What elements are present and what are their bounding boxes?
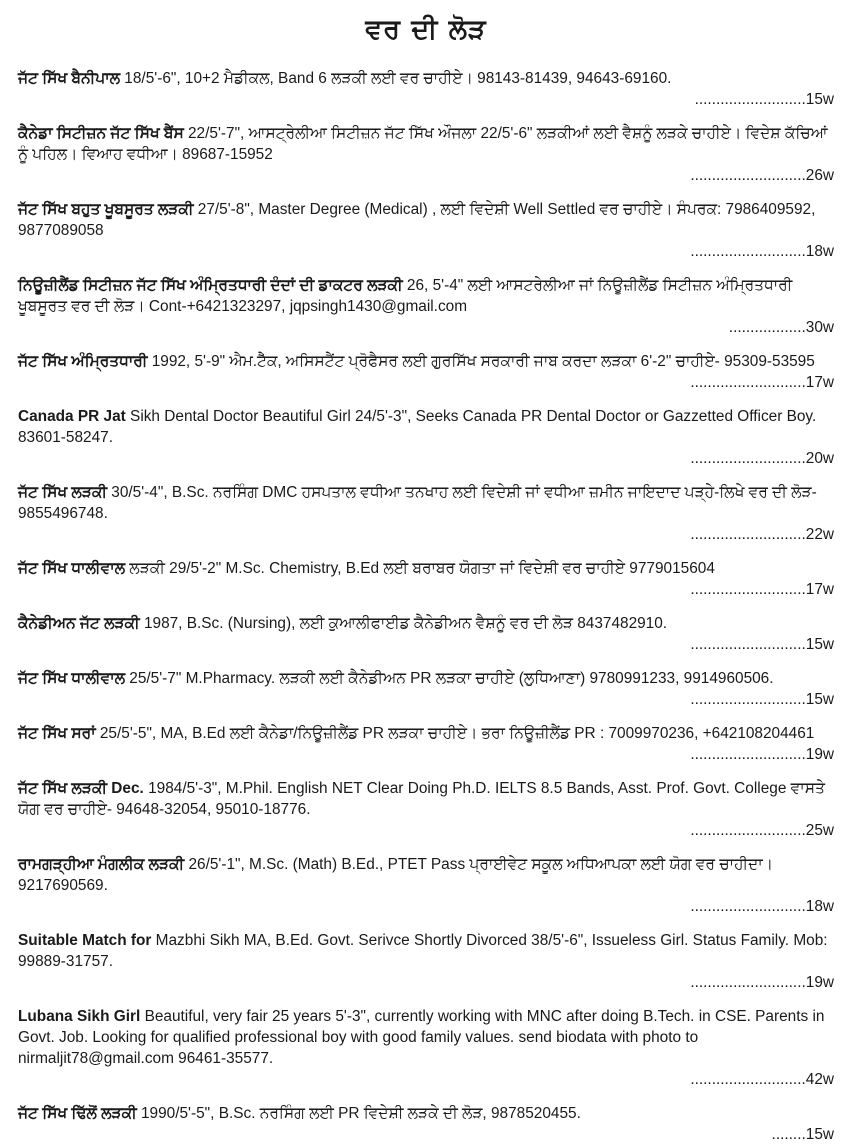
ad-lead: ਜੱਟ ਸਿੱਖ ਬਹੁਤ ਖੂਬਸੂਰਤ ਲੜਕੀ: [18, 201, 194, 218]
ad-text: [18, 351, 834, 372]
ad-entry: [18, 558, 834, 600]
word-count: ..................30w: [728, 319, 834, 336]
ad-body: 25/5'-7" M.Pharmacy. ਲੜਕੀ ਲਈ ਕੈਨੇਡੀਅਨ PR ਲੜਕਾ ਚਾਹੀਏ (ਲੁਧਿਆਣਾ) 9780991233, 9914960506.: [125, 670, 774, 687]
ad-body: 26/5'-1", M.Sc. (Math) B.Ed., PTET Pass ਪ੍ਰਾਈਵੇਟ ਸਕੂਲ ਅਧਿਆਪਕਾ ਲਈ ਯੋਗ ਵਰ ਚਾਹੀਦਾ। 9217690569.: [18, 856, 774, 894]
ad-entry: [18, 854, 834, 917]
word-count: ...........................20w: [690, 450, 834, 467]
ad-body: 25/5'-5", MA, B.Ed ਲਈ ਕੈਨੇਡਾ/ਨਿਊਜ਼ੀਲੈਂਡ PR ਲੜਕਾ ਚਾਹੀਏ। ਭਰਾ ਨਿਊਜ਼ੀਲੈਂਡ PR : 7009970236, +642108204461: [95, 725, 815, 742]
ad-lead: ਜੱਟ ਸਿੱਖ ਧਾਲੀਵਾਲ: [18, 560, 126, 577]
ad-text: [18, 930, 834, 972]
ad-text: [18, 613, 834, 634]
ad-lead: ਰਾਮਗੜ੍ਹੀਆ ਮੰਗਲੀਕ ਲੜਕੀ: [18, 856, 185, 873]
page-title: ਵਰ ਦੀ ਲੋੜ: [365, 14, 487, 45]
ad-text: [18, 668, 834, 689]
ad-body: Mazbhi Sikh MA, B.Ed. Govt. Serivce Shortly Divorced 38/5'-6", Issueless Girl. Status Family. Mob: 99889-31757.: [18, 932, 828, 970]
word-count: ..........................15w: [694, 91, 834, 108]
ad-lead: ਕੈਨੇਡੀਅਨ ਜੱਟ ਲੜਕੀ: [18, 615, 140, 632]
ad-entry: [18, 930, 834, 993]
ad-lead: Lubana Sikh Girl: [18, 1008, 141, 1025]
ad-text: [18, 123, 834, 165]
ad-lead: ਨਿਊਜ਼ੀਲੈਂਡ ਸਿਟੀਜ਼ਨ ਜੱਟ ਸਿੱਖ ਅੰਮ੍ਰਿਤਧਾਰੀ ਦੰਦਾਂ ਦੀ ਡਾਕਟਰ ਲੜਕੀ: [18, 277, 403, 294]
word-count: ...........................19w: [690, 974, 834, 991]
ad-text: [18, 778, 834, 820]
ad-lead: Canada PR Jat: [18, 408, 126, 425]
ad-text: [18, 1103, 834, 1124]
word-count: ...........................17w: [690, 374, 834, 391]
ad-body: ਲੜਕੀ 29/5'-2" M.Sc. Chemistry, B.Ed ਲਈ ਬਰਾਬਰ ਯੋਗਤਾ ਜਾਂ ਵਿਦੇਸ਼ੀ ਵਰ ਚਾਹੀਏ 9779015604: [125, 560, 715, 577]
ad-text: [18, 1006, 834, 1069]
word-count: ...........................18w: [690, 898, 834, 915]
ad-lead: ਜੱਟ ਸਿੱਖ ਲੜਕੀ: [18, 484, 108, 501]
word-count: ........15w: [771, 1126, 834, 1143]
ad-entry: [18, 351, 834, 393]
word-count: ...........................42w: [690, 1071, 834, 1088]
ad-entry: [18, 68, 834, 110]
ad-text: [18, 199, 834, 241]
word-count: ...........................17w: [690, 581, 834, 598]
word-count: ...........................15w: [690, 691, 834, 708]
ad-entry: [18, 123, 834, 186]
ad-entry: [18, 1103, 834, 1145]
word-count: ...........................26w: [690, 167, 834, 184]
ad-entry: [18, 723, 834, 765]
ad-entry: [18, 406, 834, 469]
ads-list: [18, 68, 834, 1145]
ad-text: [18, 68, 834, 89]
ad-body: 30/5'-4", B.Sc. ਨਰਸਿੰਗ DMC ਹਸਪਤਾਲ ਵਧੀਆ ਤਨਖਾਹ ਲਈ ਵਿਦੇਸ਼ੀ ਜਾਂ ਵਧੀਆ ਜ਼ਮੀਨ ਜਾਇਦਾਦ ਪੜ੍ਹੇ-ਲਿਖੇ ਵਰ ਦੀ ਲੋੜ- 9855496748.: [18, 484, 817, 522]
ad-entry: [18, 199, 834, 262]
ad-body: 22/5'-7", ਆਸਟ੍ਰੇਲੀਆ ਸਿਟੀਜ਼ਨ ਜੱਟ ਸਿੱਖ ਔਜਲਾ 22/5'-6" ਲੜਕੀਆਂ ਲਈ ਵੈਸ਼ਨੂੰ ਲੜਕੇ ਚਾਹੀਏ। ਵਿਦੇਸ਼ ਕੱਚਿਆਂ ਨੂੰ ਪਹਿਲ। ਵਿਆਹ ਵਧੀਆ। 89687-15952: [18, 125, 828, 163]
ad-lead: ਜੱਟ ਸਿੱਖ ਢਿੱਲੋਂ ਲੜਕੀ: [18, 1105, 137, 1122]
word-count: ...........................19w: [690, 746, 834, 763]
word-count: ...........................22w: [690, 526, 834, 543]
ad-body: 1987, B.Sc. (Nursing), ਲਈ ਕੁਆਲੀਫਾਈਡ ਕੈਨੇਡੀਅਨ ਵੈਸ਼ਨੂੰ ਵਰ ਦੀ ਲੋੜ 8437482910.: [139, 615, 668, 632]
ad-entry: [18, 613, 834, 655]
ad-text: [18, 406, 834, 448]
ad-entry: [18, 482, 834, 545]
ad-body: 1984/5'-3", M.Phil. English NET Clear Doing Ph.D. IELTS 8.5 Bands, Asst. Prof. Govt. College ਵਾਸਤੇ ਯੋਗ ਵਰ ਚਾਹੀਏ- 94648-32054, 95010-18776.: [18, 780, 825, 818]
ad-entry: [18, 1006, 834, 1090]
word-count: ...........................15w: [690, 636, 834, 653]
ad-lead: ਕੈਨੇਡਾ ਸਿਟੀਜ਼ਨ ਜੱਟ ਸਿੱਖ ਬੈਂਸ: [18, 125, 184, 142]
ad-body: 26, 5'-4" ਲਈ ਆਸਟਰੇਲੀਆ ਜਾਂ ਨਿਊਜ਼ੀਲੈਂਡ ਸਿਟੀਜ਼ਨ ਅੰਮ੍ਰਿਤਧਾਰੀ ਖੂਬਸੂਰਤ ਵਰ ਦੀ ਲੋੜ। Cont-+6421323297, jqpsingh1430@gmail.com: [18, 277, 793, 315]
ad-text: [18, 558, 834, 579]
ad-body: Beautiful, very fair 25 years 5'-3", currently working with MNC after doing B.Tech. in CSE. Parents in Govt. Job. Looking for qualified professional boy with good family values. send biodata with photo to nirmaljit78@gmail.com 96461-35577.: [18, 1008, 825, 1067]
ad-text: [18, 482, 834, 524]
ad-body: 18/5'-6", 10+2 ਮੈਡੀਕਲ, Band 6 ਲੜਕੀ ਲਈ ਵਰ ਚਾਹੀਏ। 98143-81439, 94643-69160.: [120, 70, 672, 87]
ad-body: Sikh Dental Doctor Beautiful Girl 24/5'-3", Seeks Canada PR Dental Doctor or Gazzetted Officer Boy. 83601-58247.: [18, 408, 817, 446]
word-count: ...........................25w: [690, 822, 834, 839]
ad-entry: [18, 275, 834, 338]
ad-lead: ਜੱਟ ਸਿੱਖ ਬੈਨੀਪਾਲ: [18, 70, 121, 87]
ad-entry: [18, 668, 834, 710]
ad-lead: Suitable Match for: [18, 932, 152, 949]
ad-lead: ਜੱਟ ਸਿੱਖ ਅੰਮ੍ਰਿਤਧਾਰੀ: [18, 353, 148, 370]
ad-body: 1990/5'-5", B.Sc. ਨਰਸਿੰਗ ਲਈ PR ਵਿਦੇਸ਼ੀ ਲੜਕੇ ਦੀ ਲੋੜ, 9878520455.: [136, 1105, 581, 1122]
ad-text: [18, 854, 834, 896]
ad-text: [18, 723, 834, 744]
ad-text: [18, 275, 834, 317]
ad-lead: ਜੱਟ ਸਿੱਖ ਲੜਕੀ Dec.: [18, 780, 144, 797]
ad-lead: ਜੱਟ ਸਿੱਖ ਧਾਲੀਵਾਲ: [18, 670, 126, 687]
ad-body: 1992, 5'-9" ਐਮ.ਟੈੱਕ, ਅਸਿਸਟੈਂਟ ਪ੍ਰੋਫੈਸਰ ਲਈ ਗੁਰਸਿੱਖ ਸਰਕਾਰੀ ਜਾਬ ਕਰਦਾ ਲੜਕਾ 6'-2" ਚਾਹੀਏ- 95309-53595: [147, 353, 815, 370]
ad-lead: ਜੱਟ ਸਿੱਖ ਸਰਾਂ: [18, 725, 96, 742]
ad-entry: [18, 778, 834, 841]
word-count: ...........................18w: [690, 243, 834, 260]
ad-body: 27/5'-8", Master Degree (Medical) , ਲਈ ਵਿਦੇਸ਼ੀ Well Settled ਵਰ ਚਾਹੀਏ। ਸੰਪਰਕ: 7986409592, 9877089058: [18, 201, 816, 239]
